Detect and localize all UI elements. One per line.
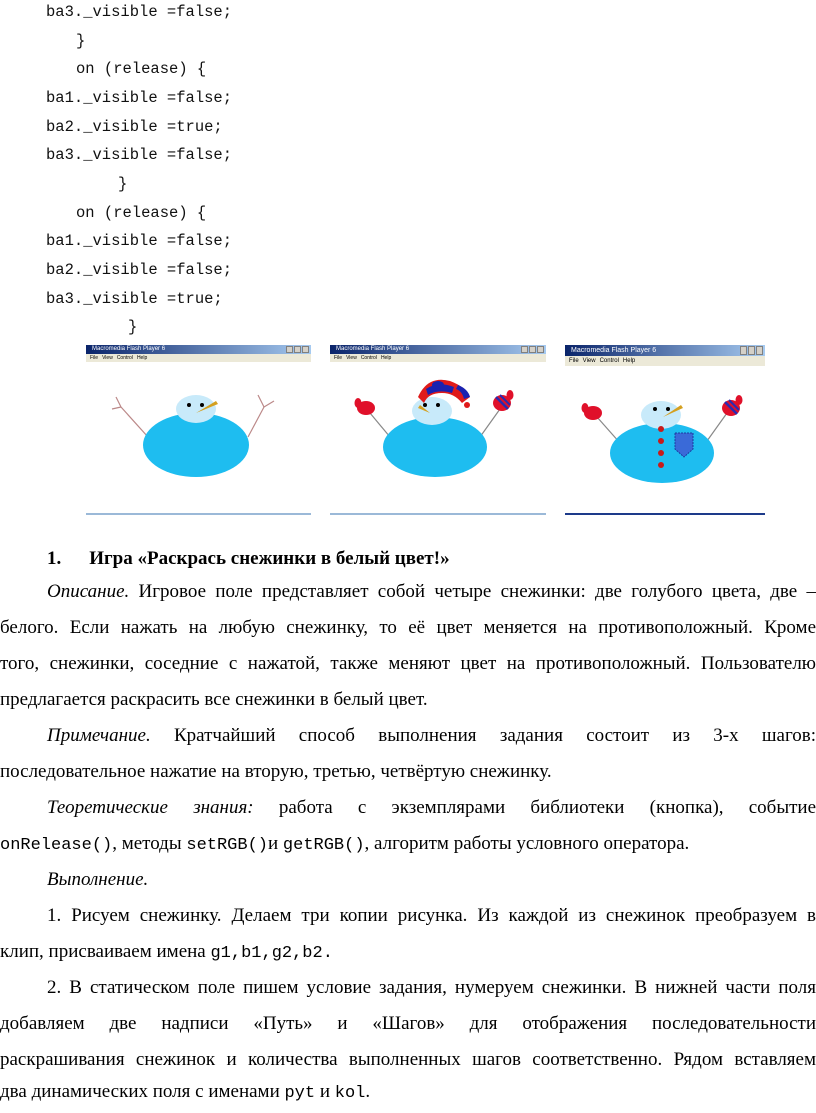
ground-line xyxy=(330,513,546,515)
menu-view[interactable]: View xyxy=(346,355,357,361)
right-mitten xyxy=(493,390,514,411)
step2-line-2: добавляем две надписи «Путь» и «Шагов» для отображения последовательности xyxy=(0,1013,816,1034)
left-mitten xyxy=(355,398,376,415)
note-line-2: последовательное нажатие на вторую, третью, четвёртую снежинку. xyxy=(0,761,552,782)
flash-screenshots-row xyxy=(0,345,816,517)
window-title: Macromedia Flash Player 6 xyxy=(92,346,166,352)
menu-control[interactable]: Control xyxy=(599,358,619,364)
menu-file[interactable]: File xyxy=(569,358,579,364)
menu-file[interactable]: File xyxy=(90,355,99,361)
left-arm xyxy=(121,407,148,437)
code-line: ba3._visible =false; xyxy=(46,146,233,164)
theory-line-2: onRelease(), методы setRGB()и getRGB(), алгоритм работы условного оператора. xyxy=(0,833,690,855)
step2-line-4: два динамических поля с именами pyt и kol. xyxy=(0,1081,371,1103)
code-line: } xyxy=(128,318,138,336)
ground-line xyxy=(565,513,765,515)
snowman-head xyxy=(641,401,681,429)
snowman-body xyxy=(383,417,487,477)
description-line-1: Описание. Игровое поле представляет собой четыре снежинки: две голубого цвета, две – xyxy=(47,581,816,602)
menu-control[interactable]: Control xyxy=(116,355,133,361)
step2-line-1: 2. В статическом поле пишем условие задания, нумеруем снежинки. В нижней части поля xyxy=(47,977,816,998)
step2-line-3: раскрашивания снежинок и количества выполненных шагов соответственно. Рядом вставляем xyxy=(0,1049,816,1070)
snowman-head xyxy=(176,395,216,423)
menu-control[interactable]: Control xyxy=(360,355,377,361)
code-line: ba2._visible =true; xyxy=(46,118,223,136)
description-line-3: того, снежинки, соседние с нажатой, также меняют цвет на противоположный. Пользователю xyxy=(0,653,816,674)
snowman-drawing-3 xyxy=(565,345,765,517)
note-line-1: Примечание. Кратчайший способ выполнения задания состоит из 3-х шагов: xyxy=(47,725,816,746)
menu-view[interactable]: View xyxy=(582,358,596,364)
description-line-2: белого. Если нажать на любую снежинку, то её цвет меняется на противоположный. Кроме xyxy=(0,617,816,638)
code-line: } xyxy=(76,32,86,50)
section-number: 1. xyxy=(47,548,62,569)
snowman-drawing-1 xyxy=(86,345,311,517)
menu-file[interactable]: File xyxy=(334,355,343,361)
description-label: Описание. xyxy=(47,581,130,602)
code-line: on (release) { xyxy=(76,60,207,78)
flash-screenshot-2 xyxy=(330,345,546,517)
theory-label: Теоретические знания: xyxy=(47,797,254,818)
note-label: Примечание. xyxy=(47,725,151,746)
code-line: ba3._visible =false; xyxy=(46,3,233,21)
snowman-drawing-2 xyxy=(330,345,546,517)
theory-line-1: Теоретические знания: работа с экземплярами библиотеки (кнопка), событие xyxy=(47,797,816,818)
menu-help[interactable]: Help xyxy=(380,355,392,361)
left-mitten xyxy=(582,403,603,420)
section-heading xyxy=(47,547,816,571)
step1-line-2: клип, присваиваем имена g1,b1,g2,b2. xyxy=(0,941,333,963)
step1-line-1: 1. Рисуем снежинку. Делаем три копии рисунка. Из каждой из снежинок преобразуем в xyxy=(47,905,816,926)
section-title: Игра «Раскрась снежинки в белый цвет!» xyxy=(89,548,450,569)
right-arm xyxy=(248,407,264,437)
window-title: Macromedia Flash Player 6 xyxy=(571,347,657,354)
code-line: ba2._visible =false; xyxy=(46,261,233,279)
code-line: on (release) { xyxy=(76,204,207,222)
left-arm xyxy=(370,413,390,437)
flash-screenshot-1 xyxy=(86,345,311,517)
ground-line xyxy=(86,513,311,515)
flash-screenshot-3 xyxy=(565,345,765,517)
code-line: ba1._visible =false; xyxy=(46,89,233,107)
menu-help[interactable]: Help xyxy=(136,355,148,361)
description-line-4: предлагается раскрасить все снежинки в белый цвет. xyxy=(0,689,428,710)
window-title: Macromedia Flash Player 6 xyxy=(336,346,410,352)
code-line: ba3._visible =true; xyxy=(46,290,223,308)
code-line: } xyxy=(118,175,128,193)
right-arm xyxy=(480,409,500,437)
execution-label: Выполнение. xyxy=(47,869,149,890)
code-line: ba1._visible =false; xyxy=(46,232,233,250)
snowman-head xyxy=(412,397,452,425)
right-mitten xyxy=(722,395,743,416)
right-arm xyxy=(707,413,727,441)
menu-view[interactable]: View xyxy=(102,355,113,361)
menu-help[interactable]: Help xyxy=(622,358,636,364)
